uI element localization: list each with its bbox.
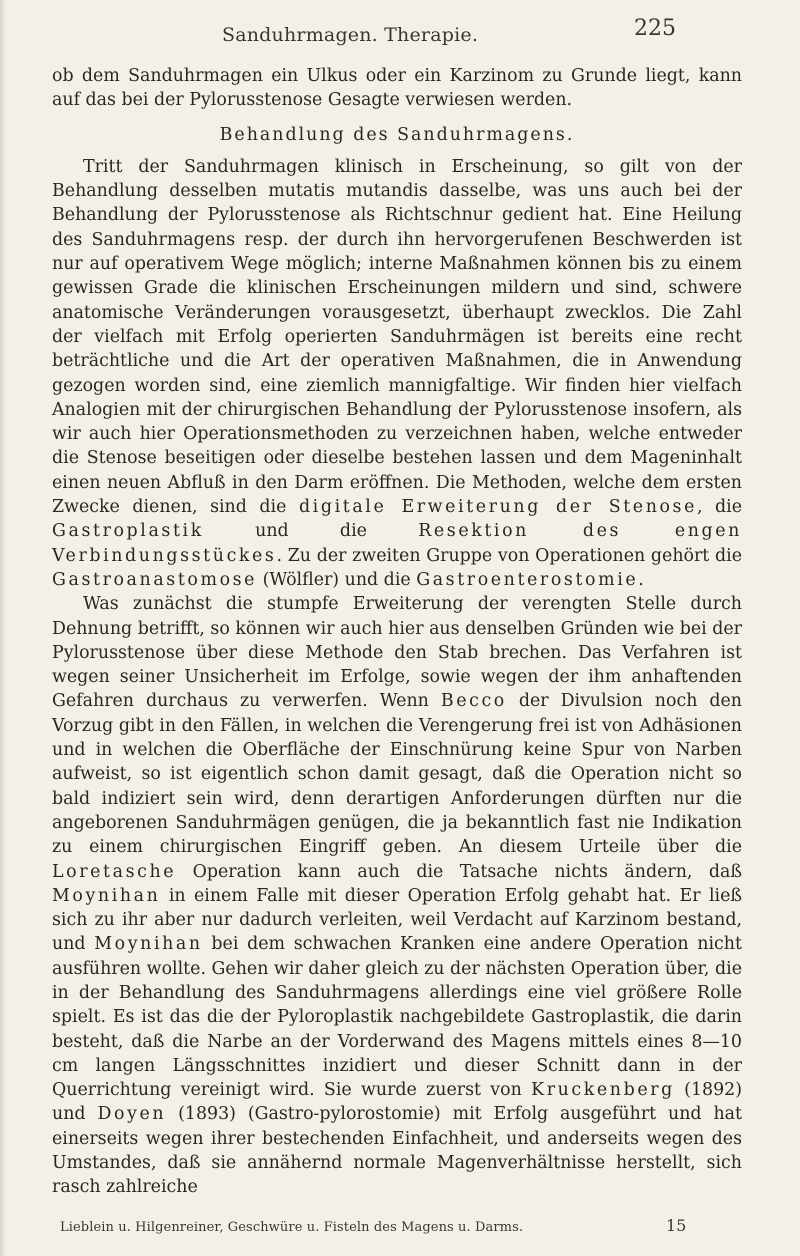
author-name: Doyen — [97, 1104, 167, 1125]
paragraph-treatment — [52, 155, 742, 592]
author-name: Moynihan — [94, 934, 203, 955]
emphasis-term: Gastroanastomose — [52, 569, 258, 590]
text-run: Operation kann auch die Tatsache nichts ändern, daß — [192, 861, 742, 882]
text-run: (Wölfler) und die — [262, 569, 411, 590]
running-head — [0, 14, 800, 54]
emphasis-term: Resektion des engen Verbindungsstückes — [52, 521, 742, 566]
text-run: Was zunächst die stumpfe Erweiterung der verengten Stelle durch Dehnung betrifft, so können wir auch hier aus denselben Gründen wie bei der Pylorusstenose über diese Methode den Stab brechen. Das Verfahren ist wegen seiner Unsicherheit im Erfolge, sowie wegen der ihm anhaftenden Gefahren durchaus zu verwerfen. Wenn — [52, 594, 742, 712]
author-name: Becco — [440, 691, 507, 712]
running-title: Sanduhrmagen. Therapie. — [222, 24, 479, 46]
emphasis-term: Gastroenterostomie — [416, 569, 639, 590]
paragraph-intro: ob dem Sanduhrmagen ein Ulkus oder ein Karzinom zu Grunde liegt, kann auf das bei der Pylorusstenose Gesagte verwiesen werden. — [52, 66, 742, 111]
text-run: Tritt der Sanduhrmagen klinisch in Erscheinung, so gilt von der Behandlung desselben mutatis mutandis dasselbe, was uns auch bei der Behandlung der Pylorusstenose als Richtschnur gedient hat. Eine Heilung des Sanduhrmagens resp. der durch ihn hervorgerufenen Beschwerden ist nur auf operativem Wege möglich; interne Maßnahmen können bis zu einem gewissen Grade die klinischen Erscheinungen mildern und sind, schwere anatomische Veränderungen vorausgesetzt, überhaupt zwecklos. Die Zahl der vielfach mit Erfolg operierten Sanduhrmägen ist bereits eine recht beträchtliche und die Art der operativen Maßnahmen, die in Anwendung gezogen worden sind, eine ziemlich mannigfaltige. Wir finden hier vielfach Analogien mit der chirurgischen Behandlung der Pylorusstenose insofern, als wir auch hier Operationsmethoden zu verzeichnen haben, welche entweder die Stenose beseitigen oder dieselbe bestehen lassen und dem Mageninhalt einen neuen Abfluß in den Darm eröffnen. Die Methoden, welche dem ersten Zwecke dienen, sind die — [52, 156, 742, 518]
body-text — [52, 64, 742, 1200]
signature-mark: 15 — [666, 1216, 687, 1235]
text-run: und die — [255, 521, 367, 542]
text-run: , die — [696, 497, 743, 518]
text-run: (1893) (Gastro-pylorostomie) mit Erfolg ausgeführt und hat einerseits wegen ihrer bestechenden Einfachheit, und anderseits wegen des Umstandes, daß sie annähernd normale Magenverhältnisse herstellt, sich rasch zahlreiche — [52, 1104, 743, 1198]
text-run: . — [638, 569, 644, 590]
page-edge-shadow — [0, 0, 6, 1256]
page-number: 225 — [634, 16, 676, 41]
text-run: bei dem schwachen Kranken eine andere Operation nicht ausführen wollte. Gehen wir daher gleich zu der nächsten Operation über, die in der Behandlung des Sanduhrmagens allerdings eine viel größere Rolle spielt. Es ist das die der Pyloroplastik nachgebildete Gastroplastik, die darin besteht, daß die Narbe an der Vorderwand des Magens mittels eines 8—10 cm langen Längsschnittes inzidiert und dieser Schnitt dann in der Querrichtung vereinigt wird. Sie wurde zuerst von — [52, 934, 742, 1101]
footer-citation: Lieblein u. Hilgenreiner, Geschwüre u. Fisteln des Magens u. Darms. — [60, 1220, 524, 1235]
page-footer — [0, 1216, 800, 1244]
paragraph-dilatation — [52, 592, 742, 1199]
text-run: (1892) und — [52, 1080, 742, 1125]
emphasis-term: digitale Erweiterung der Stenose — [298, 497, 697, 518]
author-name: Kruckenberg — [531, 1080, 675, 1101]
author-name: Moynihan — [52, 885, 161, 906]
author-name: Loretasche — [52, 861, 177, 882]
text-run: der Divulsion noch den Vorzug gibt in den Fällen, in welchen die Verengerung frei ist von Adhäsionen und in welchen die Oberfläche der Einschnürung keine Spur von Narben aufweist, so ist eigentlich schon damit gesagt, daß die Operation nicht so bald indiziert sein wird, denn derartigen Anforderungen dürften nur die angeborenen Sanduhrmägen genügen, die ja bekanntlich fast nie Indikation zu einem chirurgischen Eingriff geben. An diesem Urteile über die — [52, 691, 743, 858]
section-heading: Behandlung des Sanduhrmagens. — [219, 124, 575, 145]
emphasis-term: Gastroplastik — [52, 521, 204, 542]
text-run: . Zu der zweiten Gruppe von Operationen gehört die — [276, 545, 742, 566]
text-run: in einem Falle mit dieser Operation Erfolg gehabt hat. Er ließ sich zu ihr aber nur dadurch verleiten, weil Verdacht auf Karzinom bestand, und — [52, 885, 742, 955]
